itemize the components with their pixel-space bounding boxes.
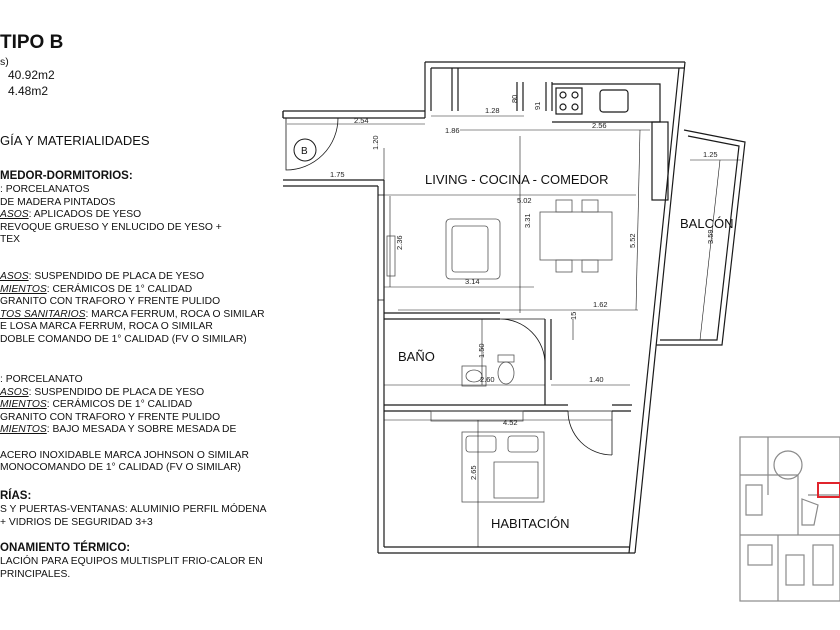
dim-label: 3.31 xyxy=(523,213,532,228)
dim-label: 2.60 xyxy=(480,375,495,384)
dim-label: 2.36 xyxy=(395,235,404,250)
sofa-icon xyxy=(446,219,500,279)
dim-label: 1.20 xyxy=(371,135,380,150)
unit-marker-label: B xyxy=(301,146,308,157)
dim-label: 3.14 xyxy=(465,277,480,286)
wall-bath-top xyxy=(384,313,500,319)
materials-line-em: MIENTOS xyxy=(0,399,47,411)
materials-line-post: : CERÁMICOS DE 1° CALIDAD xyxy=(46,399,193,411)
materials-line-pre: DE MADERA PINTADOS xyxy=(0,196,116,208)
dim-label: 2.65 xyxy=(469,465,478,480)
entry-door-swing xyxy=(286,118,338,170)
dim-label: 2.56 xyxy=(592,121,607,130)
area-balcony: 4.48m2 xyxy=(8,84,49,98)
materials-line-pre: MONOCOMANDO DE 1° CALIDAD (FV O SIMILAR) xyxy=(0,462,241,474)
unit-marker xyxy=(294,139,316,161)
materials-line-pre: S Y PUERTAS-VENTANAS: ALUMINIO PERFIL MÓDENA xyxy=(0,504,267,515)
unit-type-title: TIPO B xyxy=(0,32,64,53)
materials-line-pre: E LOSA MARCA FERRUM, ROCA O SIMILAR xyxy=(0,321,213,333)
dim-label: 91 xyxy=(533,101,542,110)
dim-label: 1.75 xyxy=(330,170,345,179)
materials-line-pre: TEX xyxy=(0,234,21,246)
wall-duct-3 xyxy=(546,82,552,111)
materials-line-post: : BAJO MESADA Y SOBRE MESADA DE xyxy=(46,424,237,436)
tv-unit-icon xyxy=(387,236,395,276)
room-label-balcony: BALCÓN xyxy=(680,216,734,231)
dining-table-icon xyxy=(540,200,612,272)
materials-group-heading: ONAMIENTO TÉRMICO: xyxy=(0,542,131,554)
bedroom-door-swing xyxy=(568,411,612,455)
materials-line-pre: PRINCIPALES. xyxy=(0,568,71,580)
wall-top-bump xyxy=(425,62,685,118)
key-plan-thumbnail xyxy=(738,435,840,603)
materials-line-pre: ACERO INOXIDABLE MARCA JOHNSON O SIMILAR xyxy=(0,449,249,461)
wall-right-exterior xyxy=(629,62,685,553)
kitchen-column xyxy=(652,122,668,200)
dim-label: 2.54 xyxy=(354,116,369,125)
materials-line-post: : SUSPENDIDO DE PLACA DE YESO xyxy=(28,386,205,398)
room-label-bathroom: BAÑO xyxy=(398,349,435,364)
materials-line-post: : CERÁMICOS DE 1° CALIDAD xyxy=(46,283,193,295)
materials-line-pre: : PORCELANATOS xyxy=(0,184,90,195)
wall-bedroom-top-right xyxy=(612,405,632,411)
materials-group-heading: MEDOR-DORMITORIOS: xyxy=(0,170,133,182)
materials-line-pre: GRANITO CON TRAFORO Y FRENTE PULIDO xyxy=(0,411,221,423)
wall-left-recess xyxy=(283,180,384,411)
materials-line-pre: : PORCELANATO xyxy=(0,374,83,385)
toilet-icon xyxy=(498,355,514,384)
materials-line-pre: REVOQUE GRUESO Y ENLUCIDO DE YESO + xyxy=(0,221,222,233)
dim-label: 1.25 xyxy=(703,150,718,159)
sink-icon xyxy=(600,90,628,112)
dim-label: 1.28 xyxy=(485,106,500,115)
dim-label: 1.40 xyxy=(589,375,604,384)
materials-line-em: ASOS xyxy=(0,386,29,398)
materials-line-em: ASOS xyxy=(0,209,29,221)
dim-label: 1.62 xyxy=(593,300,608,309)
wall-left-bedroom xyxy=(378,405,384,553)
dim-label: 3.59 xyxy=(706,229,715,244)
balcony-rail xyxy=(660,136,739,340)
wall-bath-right xyxy=(545,319,551,405)
materials-line-post: : APLICADOS DE YESO xyxy=(28,209,142,221)
wall-bottom xyxy=(378,547,635,553)
area-subtitle: s) xyxy=(0,56,9,68)
dim-label: 1.86 xyxy=(445,126,460,135)
dim-label: 5.02 xyxy=(517,196,532,205)
materials-line-em: MIENTOS xyxy=(0,424,47,436)
materials-line-pre: GRANITO CON TRAFORO Y FRENTE PULIDO xyxy=(0,296,221,308)
materials-line-post: : SUSPENDIDO DE PLACA DE YESO xyxy=(28,271,205,282)
stove-icon xyxy=(556,88,582,114)
dim-label: 5.52 xyxy=(628,233,637,248)
materials-line-post: : MARCA FERRUM, ROCA O SIMILAR xyxy=(85,308,265,320)
room-label-living: LIVING - COCINA - COMEDOR xyxy=(425,172,609,187)
materials-line-em: ASOS xyxy=(0,271,29,282)
materials-line-pre: DOBLE COMANDO DE 1° CALIDAD (FV O SIMILAR) xyxy=(0,334,247,345)
materials-group-heading: RÍAS: xyxy=(0,490,32,502)
room-label-bedroom: HABITACIÓN xyxy=(491,516,570,531)
wall-bedroom-top xyxy=(384,405,568,411)
materials-line-em: TOS SANITARIOS xyxy=(0,308,86,320)
dim-label: 1.50 xyxy=(477,343,486,358)
materials-section-title: GÍA Y MATERIALIDADES xyxy=(0,133,150,148)
bath-door-swing xyxy=(500,319,545,364)
wall-duct-1 xyxy=(452,68,458,111)
materials-line-pre: + VIDRIOS DE SEGURIDAD 3+3 xyxy=(0,516,153,528)
area-interior: 40.92m2 xyxy=(8,68,55,82)
dim-label: 4.52 xyxy=(503,418,518,427)
dim-label: 80 xyxy=(510,94,519,103)
materials-line-em: MIENTOS xyxy=(0,283,47,295)
materials-line-pre: LACIÓN PARA EQUIPOS MULTISPLIT FRIO-CALOR EN xyxy=(0,556,263,567)
dim-label: 15 xyxy=(569,311,578,320)
